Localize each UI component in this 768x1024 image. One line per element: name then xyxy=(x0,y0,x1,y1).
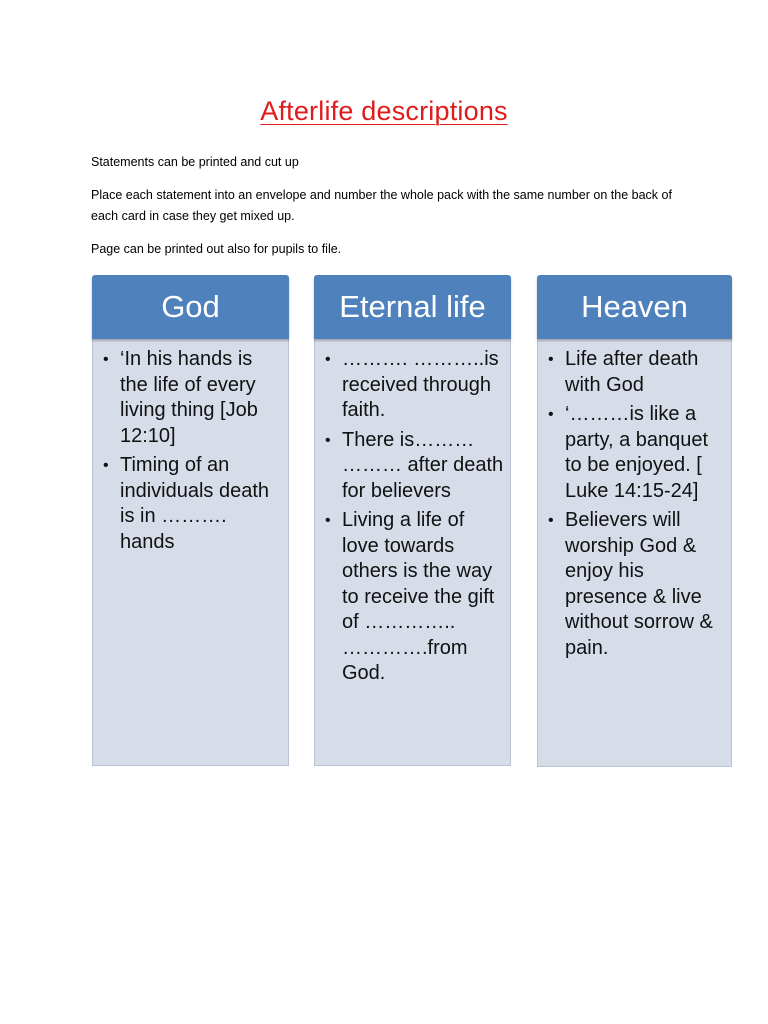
statement-text: ‘………is like a party, a banquet to be enjoyed. [ Luke 14:15-24] xyxy=(565,403,709,502)
instructions xyxy=(91,152,691,272)
card-heaven xyxy=(537,275,732,767)
statement-list xyxy=(321,347,504,687)
statement-text: There is……… ……… after death for believers xyxy=(342,428,504,502)
statement-list xyxy=(99,347,282,555)
statement-text: Living a life of love towards others is the way to receive the gift of ………….. ………….from God. xyxy=(342,509,495,684)
card-heading: Heaven xyxy=(537,275,732,339)
statement-text: Life after death with God xyxy=(565,348,699,396)
statement-text: Believers will worship God & enjoy his presence & live without sorrow & pain. xyxy=(565,509,713,659)
card-god xyxy=(92,275,289,766)
statement-list xyxy=(544,347,725,661)
bullet-icon: • xyxy=(103,351,109,368)
bullet-icon: • xyxy=(325,351,331,368)
card-heading: God xyxy=(92,275,289,339)
bullet-icon: • xyxy=(325,431,331,449)
bullet-icon: • xyxy=(548,406,554,423)
statement-item xyxy=(321,347,504,424)
statement-text: ‘In his hands is the life of every living thing [Job 12:10] xyxy=(120,348,258,447)
card-heading: Eternal life xyxy=(314,275,511,339)
bullet-icon: • xyxy=(325,512,331,529)
statement-item xyxy=(544,347,725,398)
statement-item xyxy=(544,508,725,661)
card-body xyxy=(537,339,732,767)
instruction-line: Page can be printed out also for pupils to file. xyxy=(91,242,342,256)
card-eternal-life xyxy=(314,275,511,766)
statement-item xyxy=(99,453,282,555)
card-body xyxy=(92,339,289,766)
bullet-icon: • xyxy=(548,512,554,529)
statement-item xyxy=(544,402,725,504)
statement-item xyxy=(321,428,504,505)
card-body xyxy=(314,339,511,766)
statement-text: ………. ………..is received through faith. xyxy=(342,348,499,421)
statement-item xyxy=(321,508,504,687)
instruction-line: Place each statement into an envelope and number the whole pack with the same number on the back of each card in case they get mixed up. xyxy=(91,188,672,223)
page-title: Afterlife descriptions xyxy=(260,96,508,126)
bullet-icon: • xyxy=(103,457,109,474)
bullet-icon: • xyxy=(548,351,554,368)
instruction-line: Statements can be printed and cut up xyxy=(91,155,299,169)
statement-item xyxy=(99,347,282,449)
statement-text: Timing of an individuals death is in ………. hands xyxy=(120,454,269,553)
